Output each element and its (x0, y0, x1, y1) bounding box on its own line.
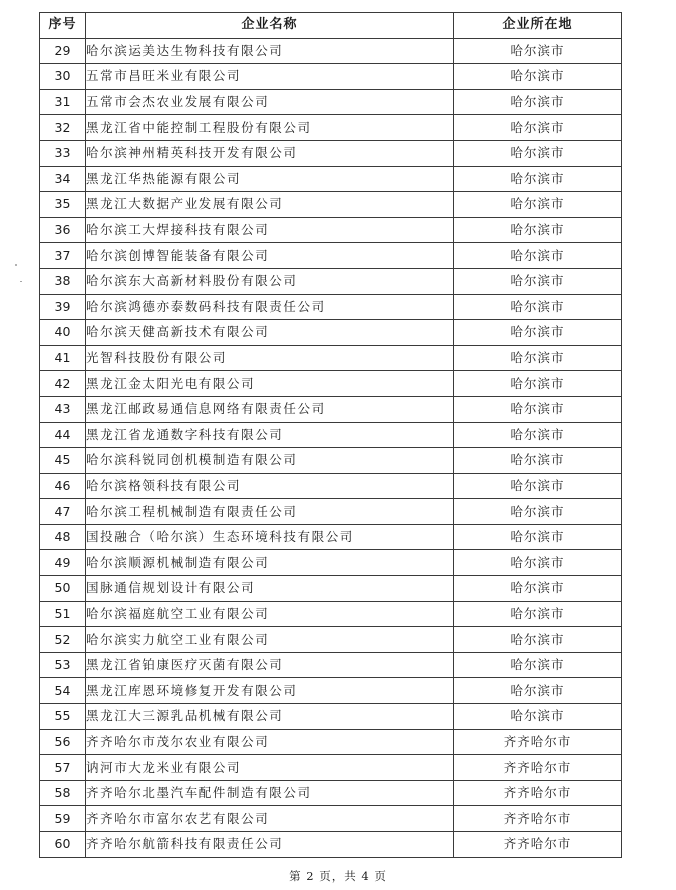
row-company-name: 黑龙江邮政易通信息网络有限责任公司 (86, 396, 454, 422)
row-company-name: 黑龙江省铂康医疗灭菌有限公司 (86, 652, 454, 678)
row-company-name: 黑龙江库恩环境修复开发有限公司 (86, 678, 454, 704)
table-row (40, 832, 622, 858)
row-company-name: 黑龙江华热能源有限公司 (86, 166, 454, 192)
row-company-name: 哈尔滨格领科技有限公司 (86, 473, 454, 499)
row-company-name: 五常市昌旺米业有限公司 (86, 64, 454, 90)
row-company-location: 齐齐哈尔市 (454, 832, 622, 858)
table-row (40, 217, 622, 243)
table-row (40, 166, 622, 192)
row-company-name: 光智科技股份有限公司 (86, 345, 454, 371)
row-company-name: 哈尔滨运美达生物科技有限公司 (86, 38, 454, 64)
scan-speck (15, 264, 17, 266)
row-company-name: 哈尔滨顺源机械制造有限公司 (86, 550, 454, 576)
row-company-location: 哈尔滨市 (454, 473, 622, 499)
row-serial-number: 45 (40, 448, 86, 474)
row-company-location: 哈尔滨市 (454, 64, 622, 90)
row-serial-number: 55 (40, 704, 86, 730)
row-company-name: 哈尔滨东大高新材料股份有限公司 (86, 268, 454, 294)
row-company-name: 哈尔滨实力航空工业有限公司 (86, 627, 454, 653)
row-company-location: 哈尔滨市 (454, 524, 622, 550)
row-company-name: 齐齐哈尔航箭科技有限责任公司 (86, 832, 454, 858)
row-serial-number: 57 (40, 755, 86, 781)
table-row (40, 294, 622, 320)
row-serial-number: 50 (40, 576, 86, 602)
row-serial-number: 33 (40, 140, 86, 166)
row-company-location: 哈尔滨市 (454, 550, 622, 576)
row-serial-number: 54 (40, 678, 86, 704)
row-serial-number: 31 (40, 89, 86, 115)
row-company-location: 哈尔滨市 (454, 422, 622, 448)
table-row (40, 448, 622, 474)
row-company-name: 黑龙江大数据产业发展有限公司 (86, 192, 454, 218)
row-company-location: 哈尔滨市 (454, 704, 622, 730)
row-company-name: 黑龙江省龙通数字科技有限公司 (86, 422, 454, 448)
row-serial-number: 40 (40, 320, 86, 346)
table-row (40, 268, 622, 294)
row-company-location: 哈尔滨市 (454, 243, 622, 269)
row-serial-number: 41 (40, 345, 86, 371)
table-row (40, 473, 622, 499)
table-row (40, 576, 622, 602)
row-serial-number: 58 (40, 780, 86, 806)
row-company-name: 哈尔滨创博智能装备有限公司 (86, 243, 454, 269)
table-row (40, 524, 622, 550)
table-row (40, 678, 622, 704)
row-company-location: 哈尔滨市 (454, 396, 622, 422)
table-row (40, 499, 622, 525)
row-company-name: 国投融合（哈尔滨）生态环境科技有限公司 (86, 524, 454, 550)
row-serial-number: 32 (40, 115, 86, 141)
row-company-name: 齐齐哈尔市茂尔农业有限公司 (86, 729, 454, 755)
row-serial-number: 42 (40, 371, 86, 397)
table-row (40, 780, 622, 806)
row-serial-number: 38 (40, 268, 86, 294)
table-row (40, 320, 622, 346)
row-serial-number: 51 (40, 601, 86, 627)
row-serial-number: 29 (40, 38, 86, 64)
row-company-name: 哈尔滨天健高新技术有限公司 (86, 320, 454, 346)
row-company-name: 国脉通信规划设计有限公司 (86, 576, 454, 602)
table-row (40, 64, 622, 90)
row-company-name: 哈尔滨神州精英科技开发有限公司 (86, 140, 454, 166)
row-company-name: 哈尔滨工程机械制造有限责任公司 (86, 499, 454, 525)
table-row (40, 345, 622, 371)
row-company-location: 哈尔滨市 (454, 576, 622, 602)
table-row (40, 704, 622, 730)
header-company-location: 企业所在地 (454, 13, 622, 39)
table-row (40, 627, 622, 653)
row-company-location: 齐齐哈尔市 (454, 806, 622, 832)
row-company-name: 黑龙江大三源乳品机械有限公司 (86, 704, 454, 730)
row-company-location: 哈尔滨市 (454, 166, 622, 192)
row-serial-number: 47 (40, 499, 86, 525)
table-row (40, 550, 622, 576)
row-company-location: 哈尔滨市 (454, 320, 622, 346)
row-company-location: 哈尔滨市 (454, 499, 622, 525)
scan-speck (20, 281, 22, 282)
table-row (40, 192, 622, 218)
header-serial-number: 序号 (40, 13, 86, 39)
row-company-name: 哈尔滨福庭航空工业有限公司 (86, 601, 454, 627)
row-company-location: 哈尔滨市 (454, 601, 622, 627)
row-serial-number: 52 (40, 627, 86, 653)
row-serial-number: 59 (40, 806, 86, 832)
row-serial-number: 35 (40, 192, 86, 218)
row-serial-number: 60 (40, 832, 86, 858)
row-company-location: 哈尔滨市 (454, 627, 622, 653)
row-serial-number: 56 (40, 729, 86, 755)
row-serial-number: 39 (40, 294, 86, 320)
row-company-location: 哈尔滨市 (454, 217, 622, 243)
row-company-location: 哈尔滨市 (454, 345, 622, 371)
row-company-location: 齐齐哈尔市 (454, 755, 622, 781)
row-serial-number: 36 (40, 217, 86, 243)
row-serial-number: 30 (40, 64, 86, 90)
row-company-location: 哈尔滨市 (454, 678, 622, 704)
row-company-location: 哈尔滨市 (454, 38, 622, 64)
table-row (40, 371, 622, 397)
row-company-location: 哈尔滨市 (454, 268, 622, 294)
row-company-location: 哈尔滨市 (454, 448, 622, 474)
row-company-name: 五常市会杰农业发展有限公司 (86, 89, 454, 115)
table-row (40, 89, 622, 115)
table-row (40, 140, 622, 166)
row-company-location: 哈尔滨市 (454, 140, 622, 166)
row-serial-number: 46 (40, 473, 86, 499)
row-company-location: 齐齐哈尔市 (454, 780, 622, 806)
table-row (40, 729, 622, 755)
table-body (40, 38, 622, 857)
table-row (40, 601, 622, 627)
row-serial-number: 44 (40, 422, 86, 448)
row-company-name: 齐齐哈尔市富尔农艺有限公司 (86, 806, 454, 832)
table-row (40, 806, 622, 832)
row-company-location: 哈尔滨市 (454, 192, 622, 218)
page-number: 第 2 页，共 4 页 (289, 869, 387, 883)
table-row (40, 396, 622, 422)
row-company-name: 黑龙江省中能控制工程股份有限公司 (86, 115, 454, 141)
row-company-name: 黑龙江金太阳光电有限公司 (86, 371, 454, 397)
row-company-name: 讷河市大龙米业有限公司 (86, 755, 454, 781)
row-serial-number: 48 (40, 524, 86, 550)
row-company-location: 哈尔滨市 (454, 371, 622, 397)
table-row (40, 755, 622, 781)
table-row (40, 243, 622, 269)
row-serial-number: 53 (40, 652, 86, 678)
table-header-row (40, 13, 622, 39)
row-company-name: 齐齐哈尔北墨汽车配件制造有限公司 (86, 780, 454, 806)
row-company-location: 哈尔滨市 (454, 115, 622, 141)
table-row (40, 652, 622, 678)
row-company-location: 哈尔滨市 (454, 652, 622, 678)
header-company-name: 企业名称 (86, 13, 454, 39)
row-company-location: 哈尔滨市 (454, 294, 622, 320)
table-row (40, 115, 622, 141)
row-company-name: 哈尔滨科锐同创机模制造有限公司 (86, 448, 454, 474)
table-row (40, 38, 622, 64)
row-company-location: 哈尔滨市 (454, 89, 622, 115)
row-serial-number: 37 (40, 243, 86, 269)
row-serial-number: 49 (40, 550, 86, 576)
row-company-name: 哈尔滨鸿德亦泰数码科技有限责任公司 (86, 294, 454, 320)
row-company-location: 齐齐哈尔市 (454, 729, 622, 755)
enterprise-table (39, 12, 622, 858)
row-serial-number: 43 (40, 396, 86, 422)
row-serial-number: 34 (40, 166, 86, 192)
table-row (40, 422, 622, 448)
row-company-name: 哈尔滨工大焊接科技有限公司 (86, 217, 454, 243)
